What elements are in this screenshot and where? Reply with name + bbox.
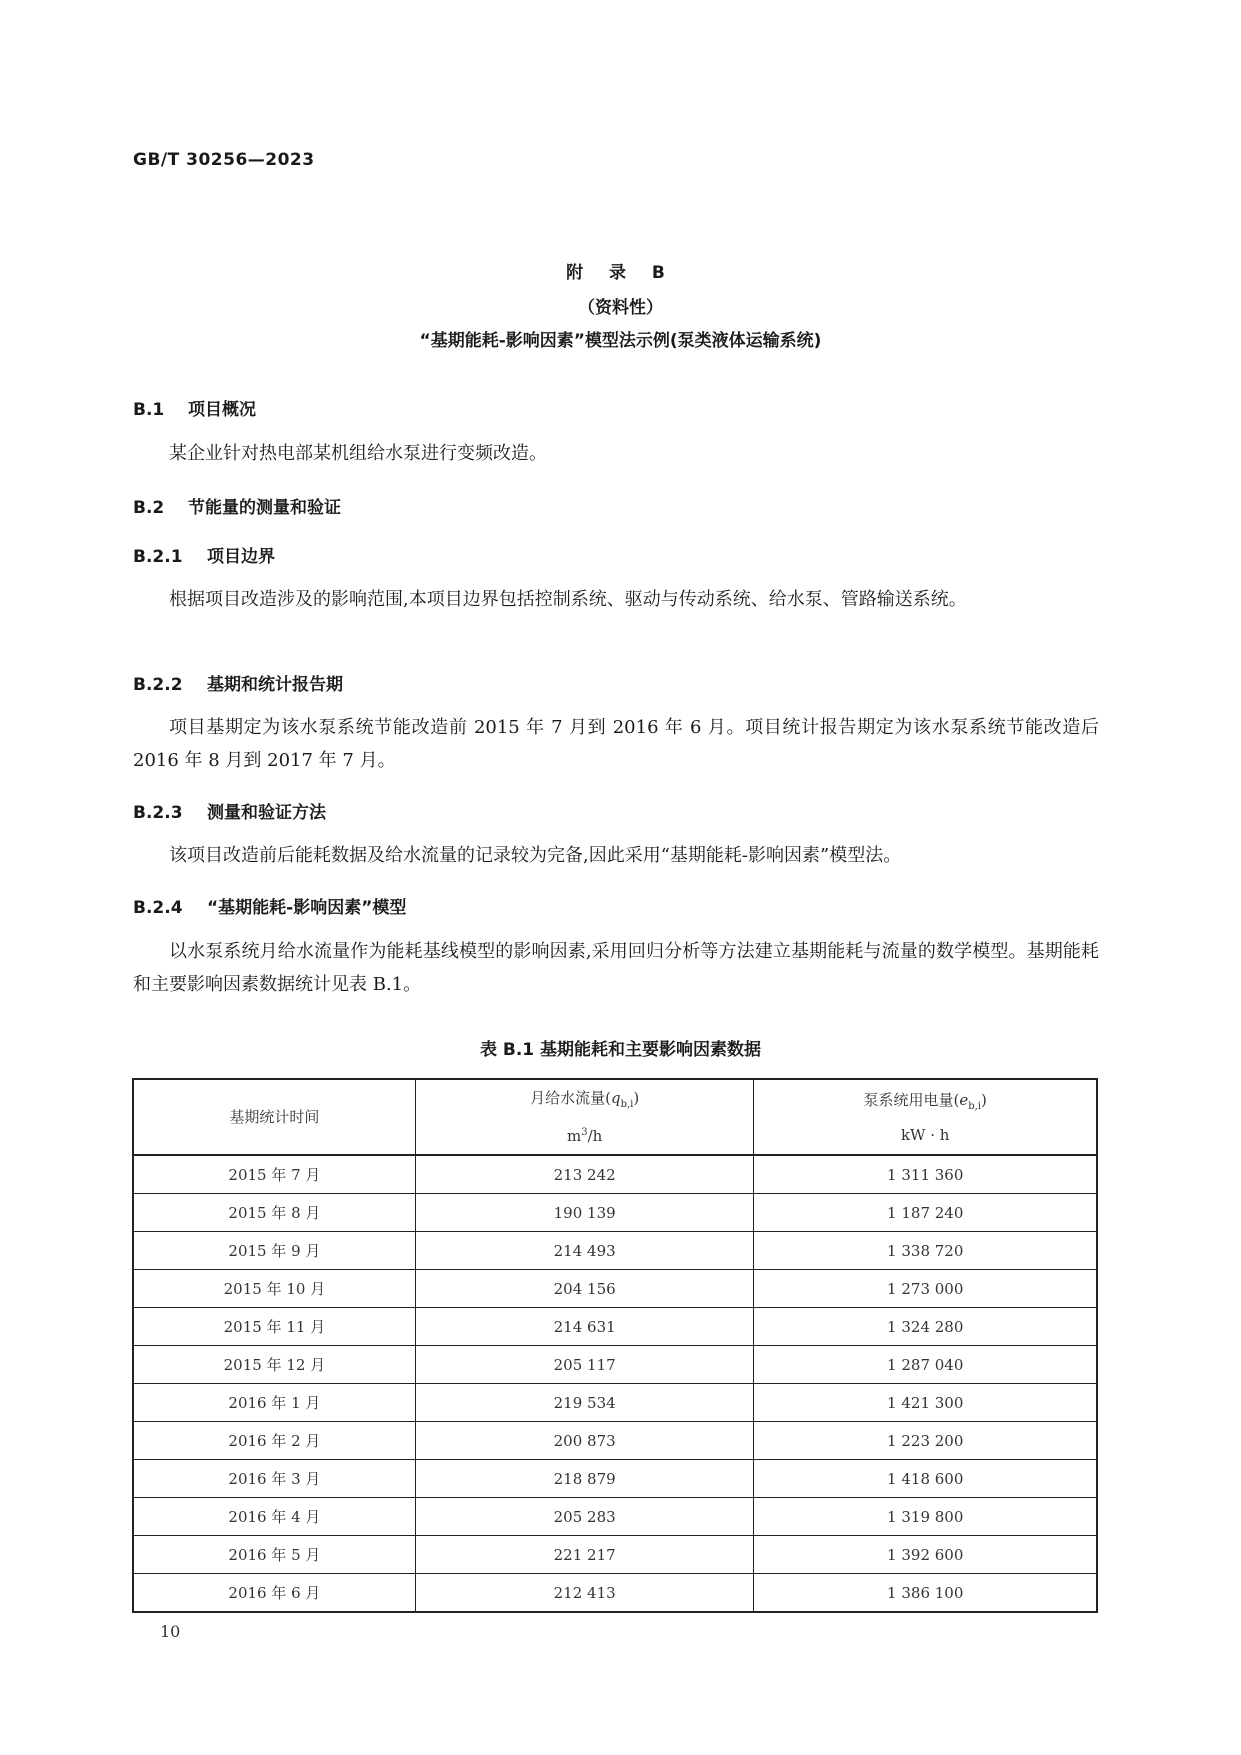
- section-number: B.2: [133, 498, 165, 518]
- cell-power: 1 418 600: [754, 1460, 1097, 1498]
- annex-nature: （资料性）: [578, 298, 663, 318]
- table-row: [133, 1460, 1097, 1498]
- header-power-close: ): [981, 1090, 987, 1109]
- header-flow-close: ): [633, 1089, 640, 1107]
- cell-period: 2016 年 1 月: [133, 1384, 415, 1422]
- cell-flow: 213 242: [415, 1155, 754, 1194]
- header-flow-name: 月给水流量(: [530, 1089, 611, 1107]
- section-number: B.2.2: [133, 675, 183, 695]
- section-number: B.2.3: [133, 803, 183, 823]
- cell-power: 1 392 600: [754, 1536, 1097, 1574]
- cell-power: 1 223 200: [754, 1422, 1097, 1460]
- header-power-symbol: e: [959, 1090, 969, 1109]
- section-b21-heading: [133, 542, 275, 567]
- header-flow: [415, 1079, 754, 1155]
- header-flow-symbol: q: [610, 1089, 621, 1107]
- header-flow-unit-base: m: [566, 1127, 582, 1145]
- section-b24-paragraph: 以水泵系统月给水流量作为能耗基线模型的影响因素,采用回归分析等方法建立基期能耗与流量的数学模型。基期能耗和主要影响因素数据统计见表 B.1。: [133, 941, 1099, 995]
- table-row: [133, 1384, 1097, 1422]
- cell-period: 2016 年 6 月: [133, 1574, 415, 1613]
- annex-title: 附 录 B: [566, 263, 675, 283]
- table-row: [133, 1232, 1097, 1270]
- table-row: [133, 1194, 1097, 1232]
- header-power: [754, 1079, 1097, 1155]
- header-power-name: 泵系统用电量(: [863, 1090, 960, 1109]
- section-number: B.2.4: [133, 898, 183, 918]
- cell-period: 2015 年 10 月: [133, 1270, 415, 1308]
- cell-flow: 205 117: [415, 1346, 754, 1384]
- header-period: 基期统计时间: [133, 1079, 415, 1155]
- section-b22-heading: [133, 670, 343, 695]
- table-row: [133, 1574, 1097, 1613]
- cell-period: 2015 年 12 月: [133, 1346, 415, 1384]
- header-flow-subscript: b,i: [620, 1099, 634, 1110]
- section-b24-heading: [133, 893, 406, 918]
- header-flow-unit-sup: 3: [581, 1127, 588, 1138]
- cell-flow: 205 283: [415, 1498, 754, 1536]
- cell-power: 1 421 300: [754, 1384, 1097, 1422]
- cell-period: 2015 年 9 月: [133, 1232, 415, 1270]
- cell-power: 1 311 360: [754, 1155, 1097, 1194]
- cell-power: 1 319 800: [754, 1498, 1097, 1536]
- table-row: [133, 1422, 1097, 1460]
- header-power-subscript: b,i: [968, 1100, 982, 1112]
- cell-power: 1 187 240: [754, 1194, 1097, 1232]
- section-b23-paragraph: 该项目改造前后能耗数据及给水流量的记录较为完备,因此采用“基期能耗-影响因素”模型法。: [169, 845, 902, 866]
- cell-period: 2016 年 5 月: [133, 1536, 415, 1574]
- cell-flow: 212 413: [415, 1574, 754, 1613]
- section-title: 项目边界: [207, 547, 275, 567]
- cell-flow: 214 493: [415, 1232, 754, 1270]
- section-title: “基期能耗-影响因素”模型: [207, 898, 407, 918]
- standard-code: GB/T 30256—2023: [133, 150, 315, 170]
- cell-power: 1 324 280: [754, 1308, 1097, 1346]
- section-b22-paragraph: 项目基期定为该水泵系统节能改造前 2015 年 7 月到 2016 年 6 月。项目统计报告期定为该水泵系统节能改造后 2016 年 8 月到 2017 年 7 月。: [133, 717, 1099, 771]
- cell-period: 2016 年 3 月: [133, 1460, 415, 1498]
- table-row: [133, 1536, 1097, 1574]
- cell-period: 2015 年 8 月: [133, 1194, 415, 1232]
- cell-period: 2016 年 4 月: [133, 1498, 415, 1536]
- section-number: B.2.1: [133, 547, 183, 567]
- section-title: 测量和验证方法: [207, 803, 326, 823]
- section-title: 节能量的测量和验证: [188, 498, 341, 518]
- section-title: 项目概况: [188, 400, 256, 420]
- cell-power: 1 386 100: [754, 1574, 1097, 1613]
- table-caption: 表 B.1 基期能耗和主要影响因素数据: [479, 1040, 762, 1060]
- section-b1-paragraph: 某企业针对热电部某机组给水泵进行变频改造。: [169, 443, 547, 464]
- cell-power: 1 273 000: [754, 1270, 1097, 1308]
- page-number: 10: [160, 1622, 181, 1641]
- annex-subtitle: “基期能耗-影响因素”模型法示例(泵类液体运输系统): [419, 331, 822, 351]
- cell-period: 2016 年 2 月: [133, 1422, 415, 1460]
- cell-flow: 214 631: [415, 1308, 754, 1346]
- table-header-row: [133, 1079, 1097, 1155]
- cell-flow: 221 217: [415, 1536, 754, 1574]
- cell-flow: 219 534: [415, 1384, 754, 1422]
- cell-flow: 200 873: [415, 1422, 754, 1460]
- section-number: B.1: [133, 400, 165, 420]
- header-power-unit: kW · h: [900, 1125, 950, 1144]
- cell-power: 1 287 040: [754, 1346, 1097, 1384]
- table-row: [133, 1308, 1097, 1346]
- header-flow-unit-rest: /h: [587, 1127, 603, 1145]
- table-row: [133, 1270, 1097, 1308]
- section-b23-heading: [133, 798, 326, 823]
- cell-power: 1 338 720: [754, 1232, 1097, 1270]
- table-row: [133, 1155, 1097, 1194]
- cell-flow: 190 139: [415, 1194, 754, 1232]
- section-b2-heading: [133, 493, 341, 518]
- baseline-data-table: [132, 1078, 1098, 1613]
- table-row: [133, 1498, 1097, 1536]
- table-row: [133, 1346, 1097, 1384]
- section-title: 基期和统计报告期: [207, 675, 343, 695]
- cell-period: 2015 年 7 月: [133, 1155, 415, 1194]
- section-b21-paragraph: 根据项目改造涉及的影响范围,本项目边界包括控制系统、驱动与传动系统、给水泵、管路输送系统。: [169, 589, 967, 610]
- section-b1-heading: [133, 395, 256, 420]
- cell-period: 2015 年 11 月: [133, 1308, 415, 1346]
- cell-flow: 204 156: [415, 1270, 754, 1308]
- cell-flow: 218 879: [415, 1460, 754, 1498]
